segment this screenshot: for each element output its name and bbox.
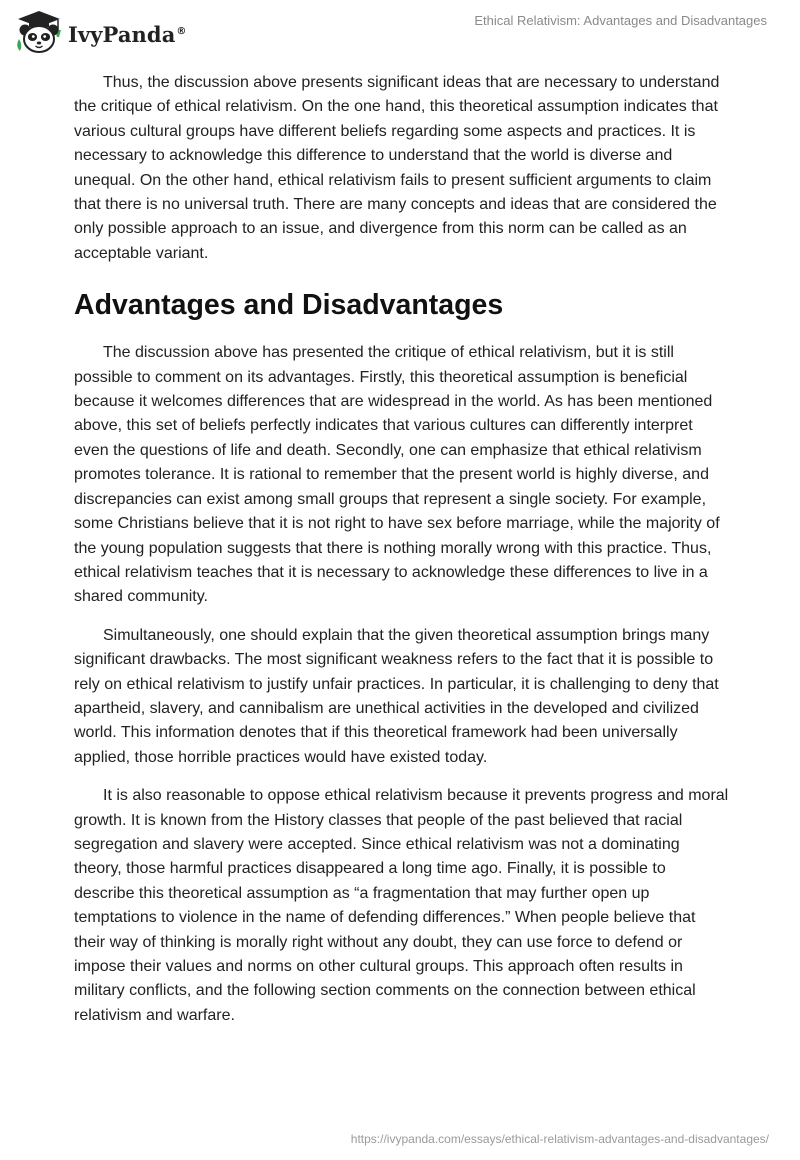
brand-name: IvyPanda® <box>68 21 187 47</box>
essay-content <box>74 71 730 1042</box>
panda-graduate-icon <box>14 9 64 55</box>
page-header <box>0 0 800 60</box>
paragraph-drawbacks: Simultaneously, one should explain that the given theoretical assumption brings many significant drawbacks. The most significant weakness refers to the fact that it is possible to rely on ethical relativism to justify unfair practices. In particular, it is challenging to deny that apartheid, slavery, and cannibalism are unethical activities in the developed and civilized world. This information denotes that if this theoretical framework had been universally applied, those horrible practices would have existed today. <box>74 626 719 766</box>
section-heading: Advantages and Disadvantages <box>74 289 504 322</box>
paragraph-progress: It is also reasonable to oppose ethical relativism because it prevents progress and moral growth. It is known from the History classes that people of the past believed that racial segregation and slavery were accepted. Since ethical relativism was not a dominating theory, those harmful practices disappeared a long time ago. Finally, it is possible to describe this theoretical assumption as “a fragmentation that may further open up temptations to violence in the name of defending differences.” When people believe that their way of thinking is morally right without any doubt, they can use force to defend or impose their values and norms on other cultural groups. This approach often results in military conflicts, and the following section comments on the connection between ethical relativism and warfare. <box>74 787 729 1024</box>
paragraph-critique-summary: Thus, the discussion above presents significant ideas that are necessary to understand the critique of ethical relativism. On the one hand, this theoretical assumption indicates that various cultural groups have different beliefs regarding some aspects and practices. It is necessary to acknowledge this difference to understand that the world is diverse and unequal. On the other hand, ethical relativism fails to present sufficient arguments to claim that there is no universal truth. There are many concepts and ideas that are considered the only possible approach to an issue, and divergence from this norm can be called as an acceptable variant. <box>74 74 720 262</box>
document-title: Ethical Relativism: Advantages and Disadvantages <box>474 13 767 28</box>
source-url[interactable]: https://ivypanda.com/essays/ethical-relativism-advantages-and-disadvantages/ <box>350 1132 769 1146</box>
brand-logo[interactable] <box>14 9 187 55</box>
paragraph-advantages: The discussion above has presented the critique of ethical relativism, but it is still possible to comment on its advantages. Firstly, this theoretical assumption is beneficial because it welcomes differences that are widespread in the world. As has been mentioned above, this set of beliefs perfectly indicates that various cultures can differently interpret even the questions of life and death. Secondly, one can emphasize that ethical relativism promotes tolerance. It is rational to remember that the present world is highly diverse, and discrepancies can exist among small groups that represent a single society. For example, some Christians believe that it is not right to have sex before marriage, while the majority of the young population suggests that there is nothing morally wrong with this practice. Thus, ethical relativism teaches that it is necessary to acknowledge these differences to live in a shared community. <box>74 344 720 606</box>
